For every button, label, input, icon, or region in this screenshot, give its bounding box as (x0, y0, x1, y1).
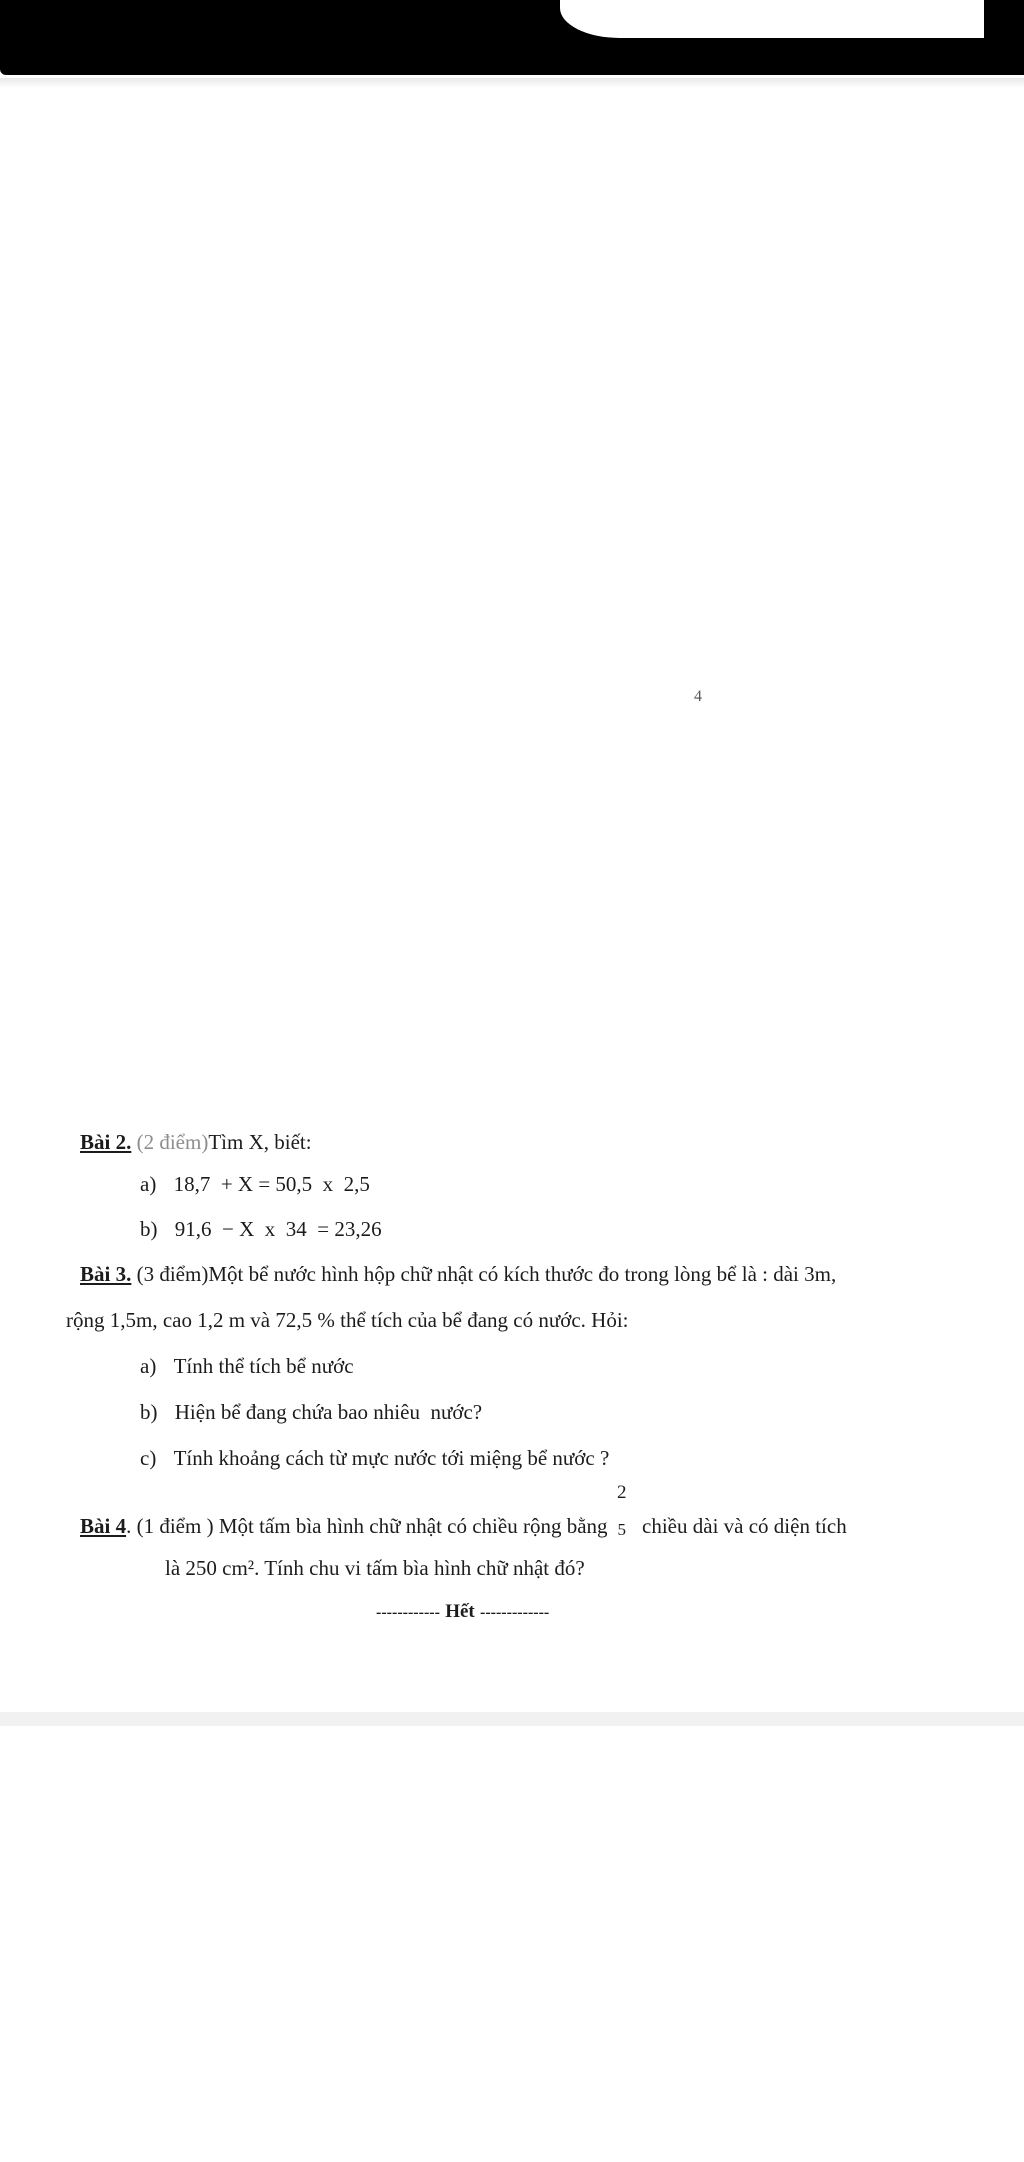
end-text: Hết (445, 1601, 475, 1622)
item-label: c) (140, 1446, 157, 1470)
fraction (613, 1481, 631, 1541)
exercise-2-label: Bài 2. (80, 1130, 132, 1154)
equation-b: 91,6 − X x 34 = 23,26 (174, 1217, 382, 1241)
exercise-3-label: Bài 3. (80, 1262, 132, 1286)
page-number: 4 (694, 688, 702, 705)
item-label: a) (140, 1172, 157, 1196)
end-dashes-left: ------------ (376, 1604, 440, 1621)
exercise-4-text-1: . (1 điểm ) Một tấm bìa hình chữ nhật có chiều rộng bằng (126, 1514, 608, 1538)
exercise-3-text-1: (3 điểm)Một bể nước hình hộp chữ nhật có kích thước đo trong lòng bể là : dài 3m, (131, 1262, 837, 1286)
item-text: Tính thể tích bể nước (173, 1354, 354, 1378)
exercise-4-text-2: chiều dài và có diện tích (642, 1514, 847, 1538)
equation-a: 18,7 + X = 50,5 x 2,5 (173, 1172, 370, 1196)
item-text: Hiện bể đang chứa bao nhiêu nước? (174, 1400, 483, 1424)
exercise-4-line-2: là 250 cm². Tính chu vi tấm bìa hình chữ nhật đó? (165, 1556, 585, 1580)
exercise-4-line-1 (80, 1481, 847, 1541)
exercise-2-heading (80, 1130, 312, 1155)
exercise-3-item-c (140, 1446, 609, 1471)
exercise-3-line-2: rộng 1,5m, cao 1,2 m và 72,5 % thể tích của bể đang có nước. Hỏi: (66, 1308, 629, 1332)
exercise-4-label: Bài 4 (80, 1514, 127, 1538)
item-label: b) (140, 1217, 158, 1241)
page-top-shadow (0, 78, 1024, 88)
end-dashes-right: ------------- (479, 1604, 550, 1621)
item-text: Tính khoảng cách từ mực nước tới miệng bể nước ? (173, 1446, 610, 1470)
exercise-2-item-a (140, 1172, 370, 1197)
exercise-3-line-1 (80, 1262, 836, 1287)
top-band-curve (560, 0, 1024, 38)
exercise-2-points: (2 điểm) (131, 1130, 209, 1154)
exercise-3-item-a (140, 1354, 354, 1379)
item-label: a) (140, 1354, 157, 1378)
fraction-numerator: 2 (617, 1481, 627, 1503)
fraction-denominator: 5 (617, 1519, 627, 1539)
item-label: b) (140, 1400, 158, 1424)
exercise-3-item-b (140, 1400, 482, 1425)
page-bottom-band (0, 1712, 1024, 1726)
end-marker (376, 1598, 549, 1624)
exercise-2-prompt: Tìm X, biết: (208, 1130, 312, 1154)
exercise-2-item-b (140, 1217, 382, 1242)
